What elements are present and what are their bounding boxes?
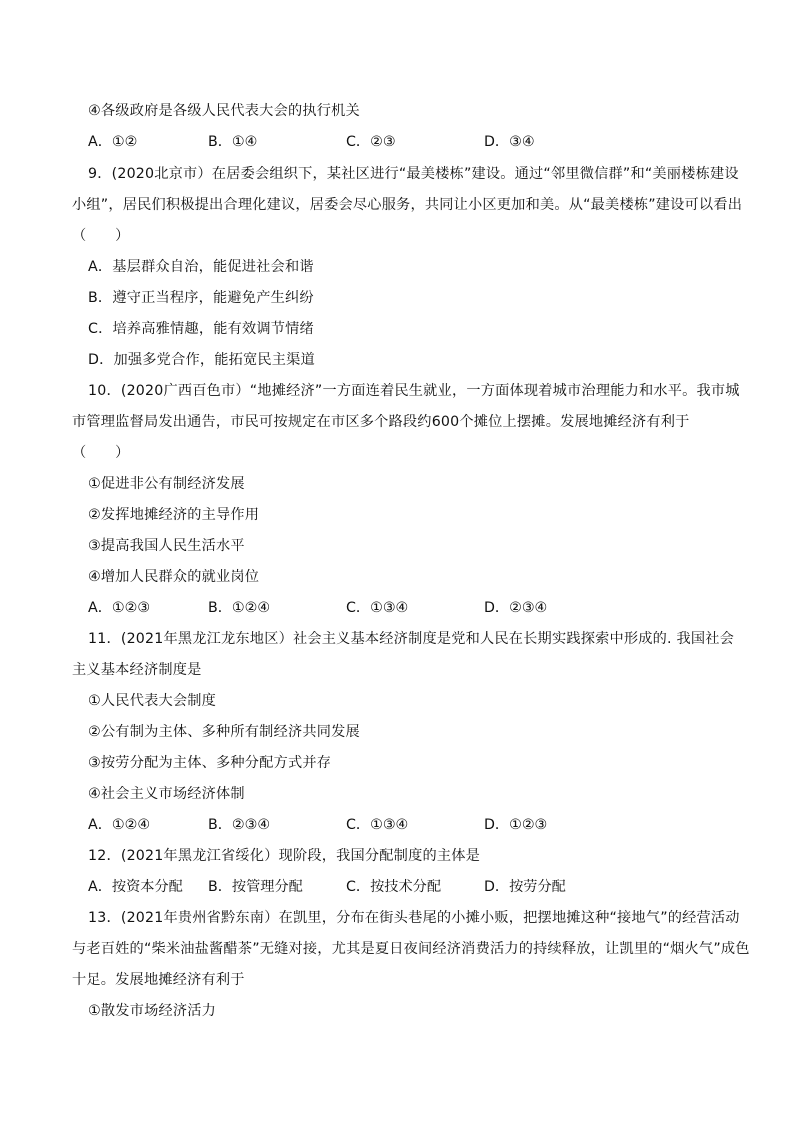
q9-option-d: D．加强多党合作，能拓宽民主渠道	[88, 352, 315, 368]
q10-paren: （ ）	[72, 445, 130, 461]
q11-statement-1: ①人民代表大会制度	[88, 693, 217, 709]
option-c: C．①③④	[346, 817, 409, 833]
q10-statement-2: ②发挥地摊经济的主导作用	[88, 507, 260, 523]
q13-line-2: 与老百姓的“柴米油盐酱醋茶”无缝对接，尤其是夏日夜间经济消费活力的持续释放，让凯里的“烟火气”成色	[72, 941, 750, 957]
q11-line-2: 主义基本经济制度是	[72, 662, 202, 678]
option-b: B．按管理分配	[208, 879, 303, 895]
option-c: C．按技术分配	[346, 879, 442, 895]
q13-line-1: 13．(2021年贵州省黔东南）在凯里，分布在街头巷尾的小摊小贩，把摆地摊这种“接地气”的经营活动	[88, 910, 740, 926]
q10-statement-1: ①促进非公有制经济发展	[88, 476, 245, 492]
q9-option-a: A．基层群众自治，能促进社会和谐	[88, 259, 314, 275]
q11-line-1: 11．(2021年黑龙江龙东地区）社会主义基本经济制度是党和人民在长期实践探索中形成的. 我国社会	[88, 631, 735, 647]
option-b: B．①②④	[208, 600, 271, 616]
option-a: A．①②	[88, 134, 138, 150]
option-b: B．②③④	[208, 817, 271, 833]
option-a: A．①②④	[88, 817, 151, 833]
q13-statement-1: ①散发市场经济活力	[88, 1003, 217, 1019]
q10-statement-4: ④增加人民群众的就业岗位	[88, 569, 260, 585]
q9-paren: （ ）	[72, 228, 130, 244]
q10-statement-3: ③提高我国人民生活水平	[88, 538, 245, 554]
q11-statement-4: ④社会主义市场经济体制	[88, 786, 245, 802]
q11-statement-3: ③按劳分配为主体、多种分配方式并存	[88, 755, 332, 771]
option-c: C．①③④	[346, 600, 409, 616]
q9-line-2: 小组”，居民们积极提出合理化建议，居委会尽心服务，共同让小区更加和美。从“最美楼栋”建设可以看出	[72, 197, 743, 213]
q10-line-2: 市管理监督局发出通告，市民可按规定在市区多个路段约600个摊位上摆摊。发展地摊经济有利于	[72, 414, 690, 430]
q12-line-1: 12．(2021年黑龙江省绥化）现阶段，我国分配制度的主体是	[88, 848, 481, 864]
option-a: A．①②③	[88, 600, 151, 616]
q9-option-c: C．培养高雅情趣，能有效调节情绪	[88, 321, 314, 337]
option-a: A．按资本分配	[88, 879, 183, 895]
option-d: D．①②③	[484, 817, 548, 833]
q11-statement-2: ②公有制为主体、多种所有制经济共同发展	[88, 724, 360, 740]
option-d: D．②③④	[484, 600, 548, 616]
q10-line-1: 10．(2020广西百色市）“地摊经济”一方面连着民生就业，一方面体现着城市治理能力和水平。我市城	[88, 383, 740, 399]
option-b: B．①④	[208, 134, 258, 150]
line-statement-4: ④各级政府是各级人民代表大会的执行机关	[88, 103, 360, 119]
q13-line-3: 十足。发展地摊经济有利于	[72, 972, 245, 988]
option-d: D．③④	[484, 134, 535, 150]
option-d: D．按劳分配	[484, 879, 566, 895]
q9-option-b: B．遵守正当程序，能避免产生纠纷	[88, 290, 314, 306]
q9-line-1: 9．(2020北京市）在居委会组织下，某社区进行“最美楼栋”建设。通过“邻里微信群”和“美丽楼栋建设	[88, 166, 739, 182]
option-c: C．②③	[346, 134, 396, 150]
